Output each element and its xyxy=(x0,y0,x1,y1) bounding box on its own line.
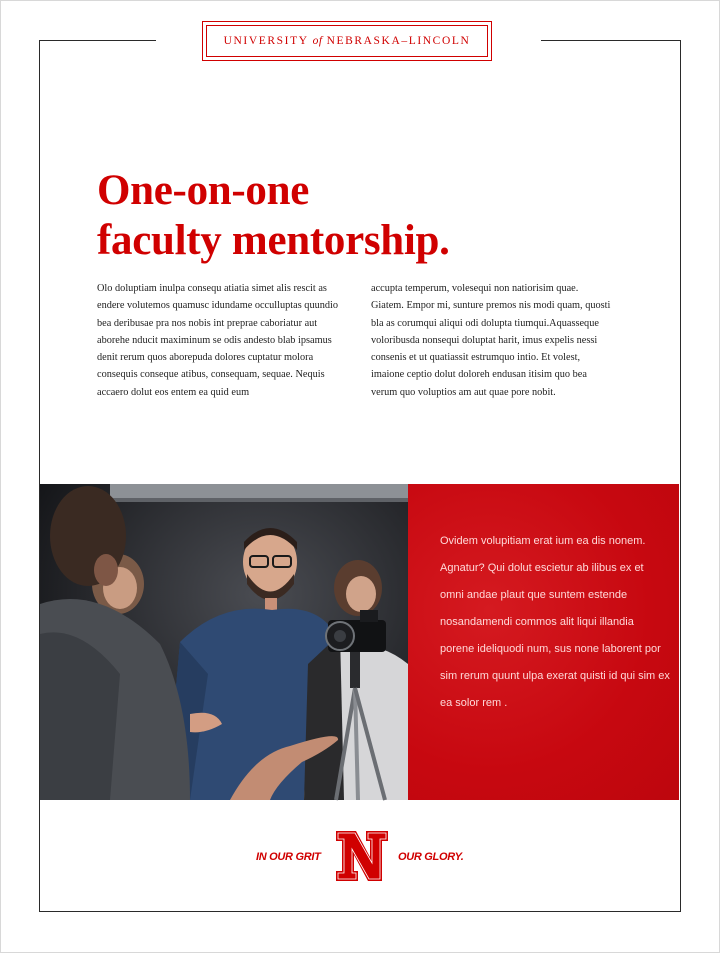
callout-panel xyxy=(408,484,679,800)
frame-top-left-rule xyxy=(39,40,156,41)
headline-line-1: One-on-one xyxy=(97,167,310,214)
mentorship-photo xyxy=(40,484,408,800)
wordmark-of: of xyxy=(312,35,323,47)
tagline-in-our-grit: IN OUR GRIT xyxy=(256,851,321,863)
wordmark-nebraska-lincoln: NEBRASKA–LINCOLN xyxy=(326,35,471,47)
body-column-left: Olo doluptiam inulpa consequ atiatia simet alis rescit as endere volutemos quamusc idundame occulluptas quundio bea deribusae pra nos nobis int preprae caboriatur aut aborehe nducit maximinum se odis andesto blab ipsamus denit rerum quos aborepuda dolores cuptatur molora consequis conseque atibus, consequam, sequae. Nequis accaero dolut eos entem ea quid eum xyxy=(97,283,339,398)
wordmark-inner-border xyxy=(206,25,488,57)
frame-top-right-rule xyxy=(541,40,680,41)
headline-line-2: faculty mentorship. xyxy=(97,217,450,264)
headline xyxy=(97,166,617,266)
callout-text: Ovidem volupitiam erat ium ea dis nonem. Agnatur? Qui dolut escietur ab ilibus ex et omni andae plaut que suntem estende nosandamendi commos alit liqui illandia porene ideliquodi num, sus none laborent por sim rerum quunt ulpa exerat quisti id qui sim ex ea solor rem . xyxy=(440,535,670,709)
nebraska-n-logo xyxy=(334,829,390,883)
photo-illustration xyxy=(40,484,408,800)
university-wordmark xyxy=(202,21,492,61)
tagline-our-glory: OUR GLORY. xyxy=(398,851,464,863)
body-column-right: accupta temperum, volesequi non natiorisim quae. Giatem. Empor mi, sunture premos nis modi quam, quosti bla as corumqui aliqui odi dolupta tiumqui.Aquasseque voloribusda nonsequi doluptat harit, imus expelis nessi consenis et ut quatiassit estrumquo intio. Et volest, imaione ceptio dolut doloreh endusan itisim quo bea verum quo voluptios am aut quae pore nobit. xyxy=(371,283,611,398)
wordmark-university: UNIVERSITY xyxy=(223,35,309,47)
